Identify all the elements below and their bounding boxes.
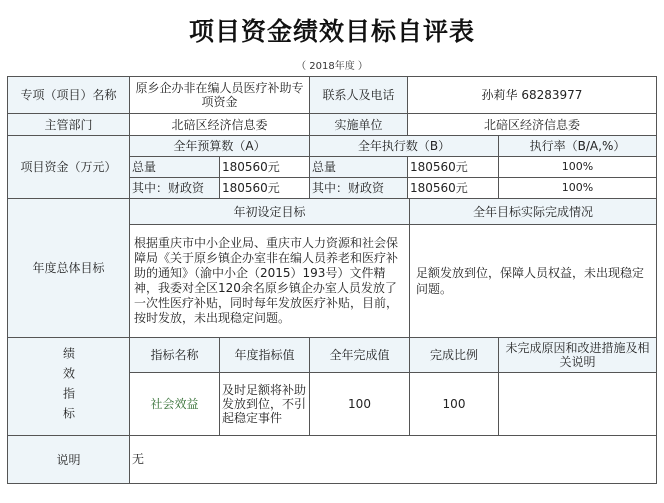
indicator-label — [7, 338, 130, 436]
notes-label: 说明 — [7, 436, 130, 484]
project-name-label: 专项（项目）名称 — [7, 76, 130, 114]
fiscal-budget-value: 180560元 — [220, 178, 310, 199]
exec-header: 全年执行数（B） — [310, 136, 499, 157]
funds-label: 项目资金（万元） — [7, 136, 130, 199]
actual-goal-text: 足额发放到位，保障人员权益，未出现稳定问题。 — [410, 225, 657, 338]
actual-goal-header: 全年目标实际完成情况 — [410, 199, 657, 225]
contact-label: 联系人及电话 — [310, 76, 408, 114]
impl-unit-label: 实施单位 — [310, 114, 408, 136]
project-name-value: 原乡企办非在编人员医疗补助专项资金 — [130, 76, 310, 114]
contact-value: 孙莉华 68283977 — [408, 76, 657, 114]
total-rate-value: 100% — [499, 157, 657, 178]
initial-goal-text: 根据重庆市中小企业局、重庆市人力资源和社会保障局《关于原乡镇企办室非在编人员养老和医疗补助的通知》（渝中小企（2015）193号）文件精神，我委对全区120余名原乡镇企办室人员发放了一次性医疗补贴，同时每年发放医疗补贴，目前，按时发放，未出现稳定问题。 — [130, 225, 410, 338]
indicator-done-value: 100 — [310, 373, 410, 436]
indicator-name-header: 指标名称 — [130, 338, 220, 373]
annual-goal-label: 年度总体目标 — [7, 199, 130, 338]
total-exec-value: 180560元 — [408, 157, 499, 178]
indicator-label-text: 绩效指标 — [61, 346, 76, 427]
indicator-ratio-value: 100 — [410, 373, 499, 436]
dept-value: 北碚区经济信息委 — [130, 114, 310, 136]
indicator-ratio-header: 完成比例 — [410, 338, 499, 373]
indicator-reason-header: 未完成原因和改进措施及相关说明 — [499, 338, 657, 373]
initial-goal-header: 年初设定目标 — [130, 199, 410, 225]
dept-label: 主管部门 — [7, 114, 130, 136]
indicator-name-value: 社会效益 — [130, 373, 220, 436]
rate-header: 执行率（B/A,%） — [499, 136, 657, 157]
total-exec-label: 总量 — [310, 157, 408, 178]
total-budget-label: 总量 — [130, 157, 220, 178]
indicator-target-header: 年度指标值 — [220, 338, 310, 373]
notes-value: 无 — [130, 436, 657, 484]
fiscal-exec-label: 其中：财政资 — [310, 178, 408, 199]
fiscal-exec-value: 180560元 — [408, 178, 499, 199]
total-budget-value: 180560元 — [220, 157, 310, 178]
impl-unit-value: 北碚区经济信息委 — [408, 114, 657, 136]
fiscal-budget-label: 其中：财政资 — [130, 178, 220, 199]
indicator-reason-value — [499, 373, 657, 436]
indicator-target-value: 及时足额将补助发放到位，不引起稳定事件 — [220, 373, 310, 436]
page-title: 项目资金绩效目标自评表 — [188, 17, 475, 46]
indicator-done-header: 全年完成值 — [310, 338, 410, 373]
fiscal-rate-value: 100% — [499, 178, 657, 199]
budget-header: 全年预算数（A） — [130, 136, 310, 157]
report-year: （ 2018年度 ） — [296, 61, 368, 72]
